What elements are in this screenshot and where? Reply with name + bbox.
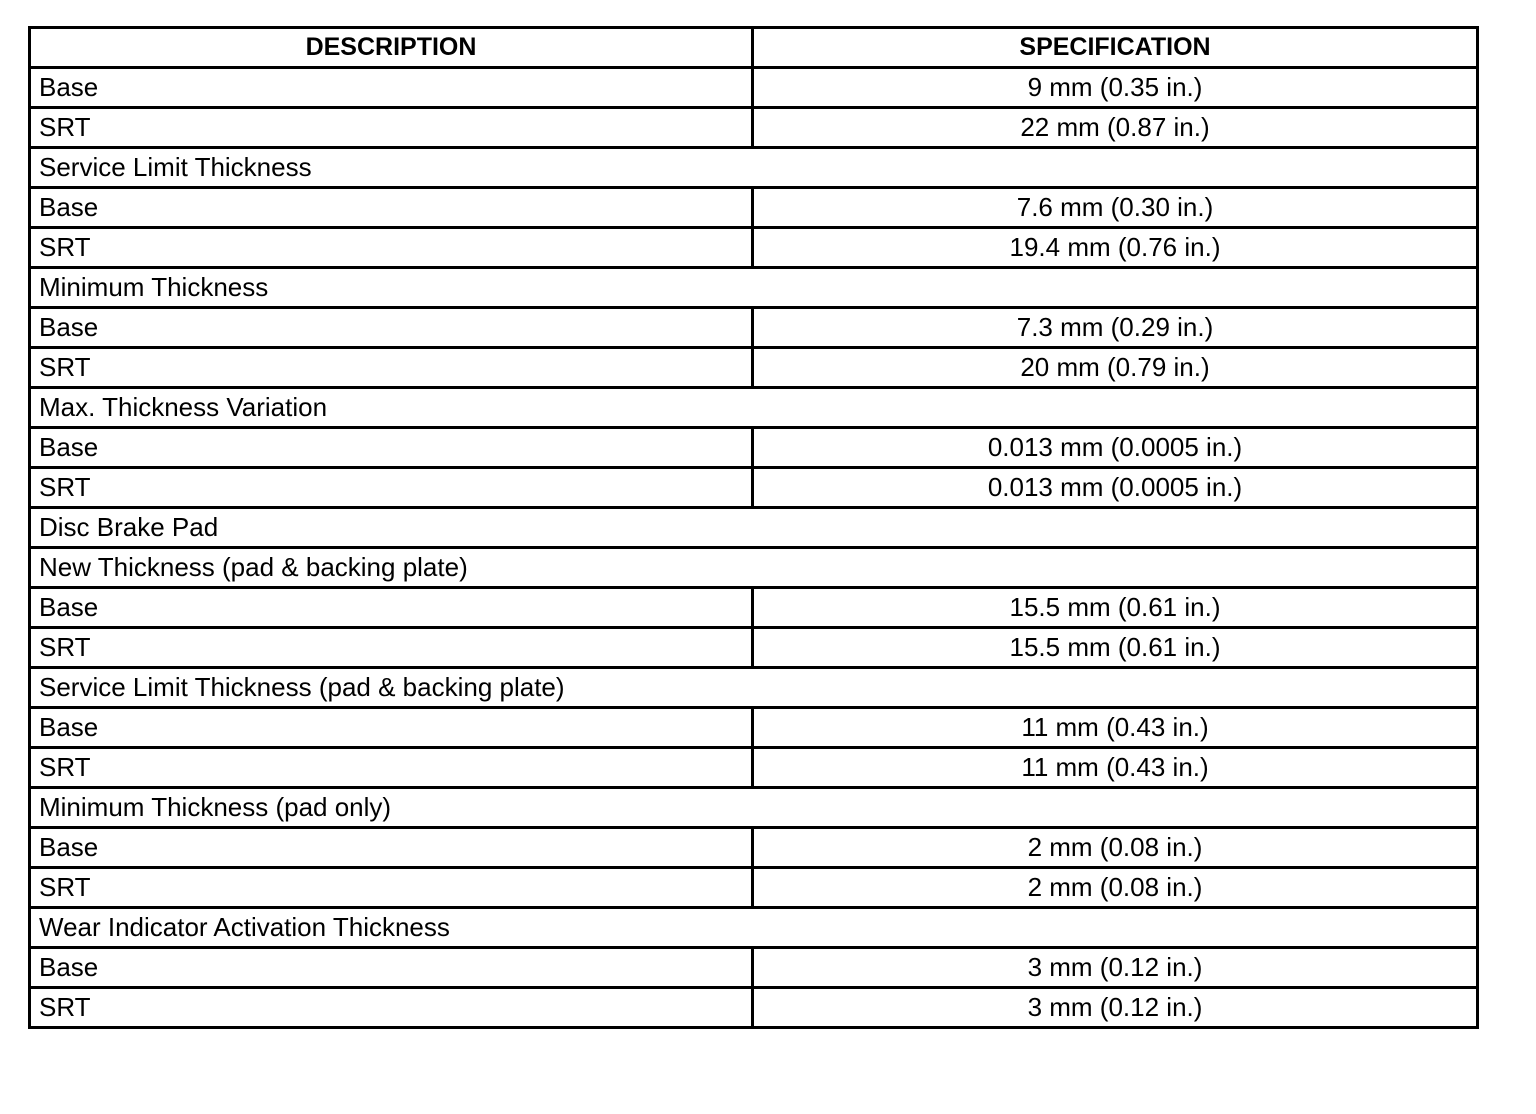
description-cell: Base: [30, 428, 753, 468]
section-heading: Minimum Thickness: [30, 268, 1478, 308]
specification-cell: 15.5 mm (0.61 in.): [753, 588, 1478, 628]
table-header-row: [30, 28, 1478, 68]
specification-cell: 3 mm (0.12 in.): [753, 948, 1478, 988]
section-row: [30, 388, 1478, 428]
description-cell: Base: [30, 708, 753, 748]
specification-cell: 20 mm (0.79 in.): [753, 348, 1478, 388]
section-row: [30, 148, 1478, 188]
section-heading: New Thickness (pad & backing plate): [30, 548, 1478, 588]
description-cell: Base: [30, 188, 753, 228]
section-heading: Wear Indicator Activation Thickness: [30, 908, 1478, 948]
specification-cell: 2 mm (0.08 in.): [753, 828, 1478, 868]
table-row: [30, 628, 1478, 668]
header-specification: SPECIFICATION: [753, 28, 1478, 68]
description-cell: SRT: [30, 228, 753, 268]
table-row: [30, 228, 1478, 268]
specification-cell: 7.6 mm (0.30 in.): [753, 188, 1478, 228]
table-row: [30, 708, 1478, 748]
specification-cell: 2 mm (0.08 in.): [753, 868, 1478, 908]
description-cell: Base: [30, 828, 753, 868]
description-cell: SRT: [30, 628, 753, 668]
description-cell: SRT: [30, 348, 753, 388]
specification-cell: 19.4 mm (0.76 in.): [753, 228, 1478, 268]
specification-cell: 9 mm (0.35 in.): [753, 68, 1478, 108]
section-heading: Service Limit Thickness (pad & backing plate): [30, 668, 1478, 708]
section-row: [30, 668, 1478, 708]
specification-cell: 7.3 mm (0.29 in.): [753, 308, 1478, 348]
description-cell: Base: [30, 68, 753, 108]
description-cell: Base: [30, 308, 753, 348]
header-description: DESCRIPTION: [30, 28, 753, 68]
table-row: [30, 588, 1478, 628]
specification-cell: 0.013 mm (0.0005 in.): [753, 428, 1478, 468]
section-row: [30, 268, 1478, 308]
table-row: [30, 348, 1478, 388]
specification-cell: 11 mm (0.43 in.): [753, 708, 1478, 748]
section-heading: Service Limit Thickness: [30, 148, 1478, 188]
table-row: [30, 468, 1478, 508]
table-row: [30, 108, 1478, 148]
table-row: [30, 748, 1478, 788]
section-row: [30, 508, 1478, 548]
description-cell: SRT: [30, 748, 753, 788]
section-heading: Disc Brake Pad: [30, 508, 1478, 548]
table-row: [30, 308, 1478, 348]
description-cell: Base: [30, 588, 753, 628]
table-row: [30, 988, 1478, 1028]
description-cell: SRT: [30, 988, 753, 1028]
section-row: [30, 548, 1478, 588]
description-cell: Base: [30, 948, 753, 988]
table-row: [30, 948, 1478, 988]
section-row: [30, 788, 1478, 828]
table-row: [30, 188, 1478, 228]
table-body: [30, 68, 1478, 1028]
description-cell: SRT: [30, 468, 753, 508]
description-cell: SRT: [30, 108, 753, 148]
specification-cell: 15.5 mm (0.61 in.): [753, 628, 1478, 668]
table-row: [30, 428, 1478, 468]
section-heading: Max. Thickness Variation: [30, 388, 1478, 428]
table-row: [30, 68, 1478, 108]
specification-cell: 0.013 mm (0.0005 in.): [753, 468, 1478, 508]
section-heading: Minimum Thickness (pad only): [30, 788, 1478, 828]
specification-cell: 3 mm (0.12 in.): [753, 988, 1478, 1028]
description-cell: SRT: [30, 868, 753, 908]
section-row: [30, 908, 1478, 948]
specification-table: [28, 26, 1479, 1029]
specification-cell: 22 mm (0.87 in.): [753, 108, 1478, 148]
table-row: [30, 868, 1478, 908]
specification-cell: 11 mm (0.43 in.): [753, 748, 1478, 788]
table-row: [30, 828, 1478, 868]
